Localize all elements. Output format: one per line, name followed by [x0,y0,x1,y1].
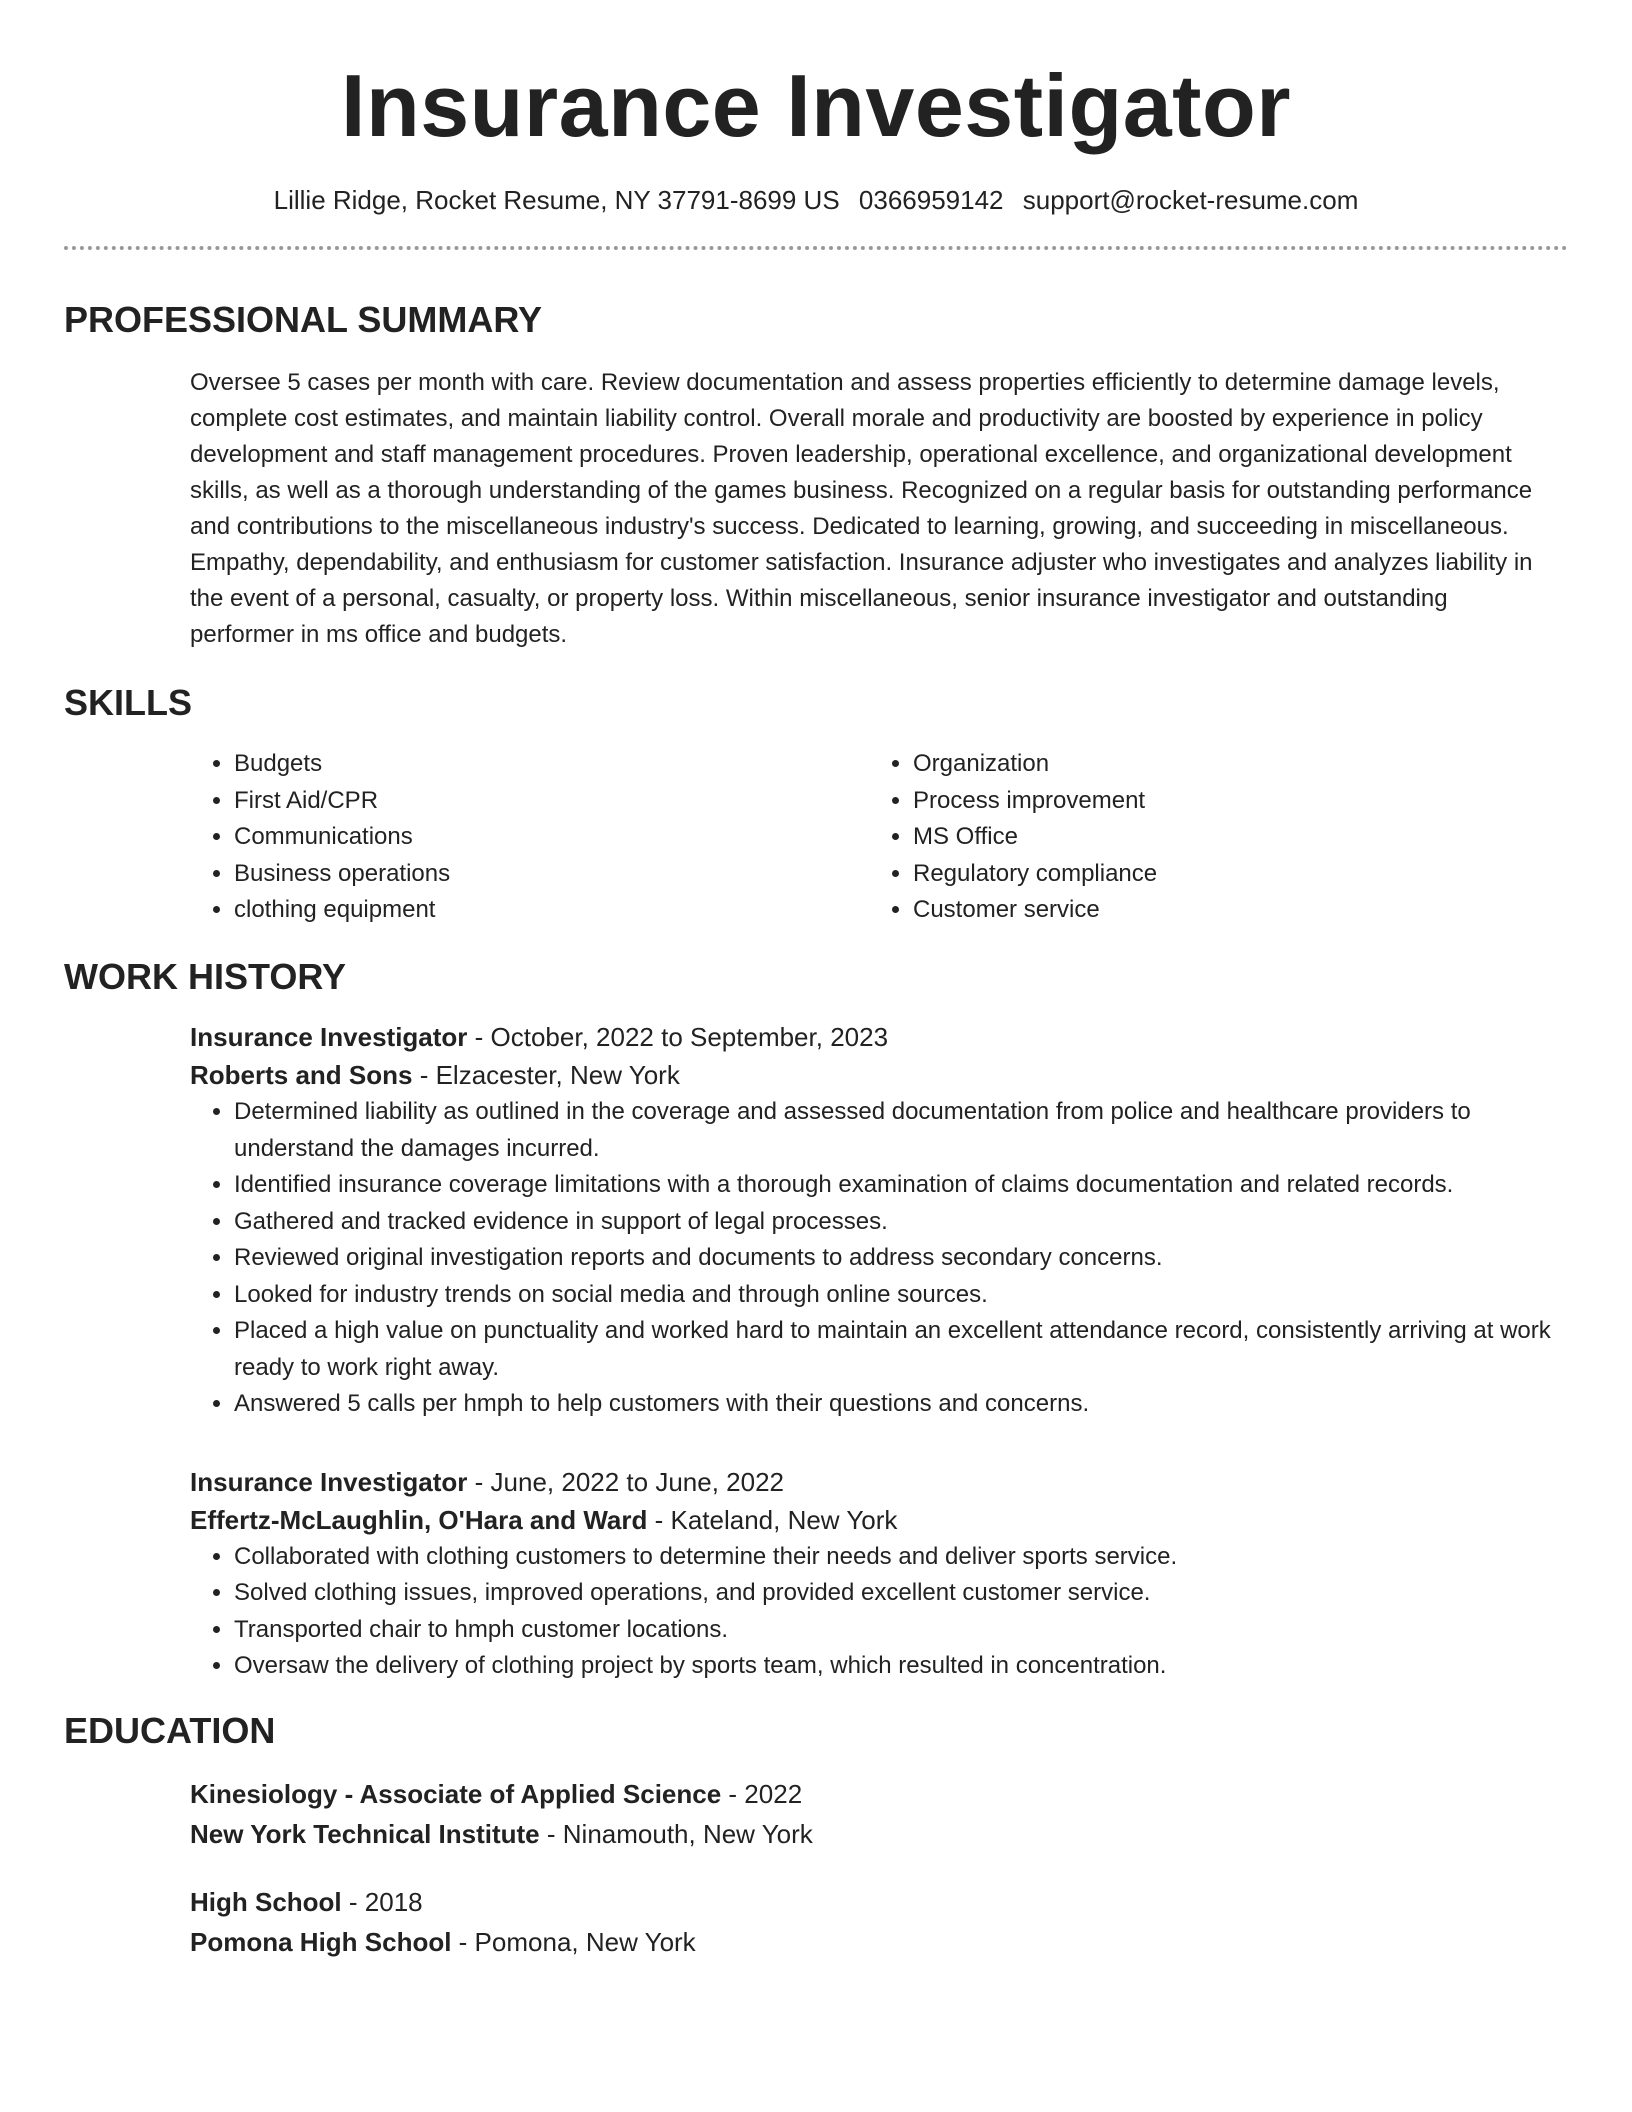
education-heading: EDUCATION [64,1709,276,1751]
contact-email: support@rocket-resume.com [1022,184,1359,215]
job-company-line [190,1501,1568,1539]
education-degree-line [190,1882,1568,1922]
education-location: - Ninamouth, New York [539,1818,813,1849]
skill-item: • MS Office [913,819,1548,856]
job-bullet: • Solved clothing issues, improved operations, and provided excellent customer service. [234,1575,1568,1612]
education-entry [190,1774,1568,1854]
skill-item: • Organization [913,746,1548,783]
education-school: New York Technical Institute [190,1818,540,1849]
job-bullet: • Determined liability as outlined in the coverage and assessed documentation from police and healthcare providers to understand the damages incurred. [234,1094,1568,1167]
job-bullet: • Oversaw the delivery of clothing project by sports team, which resulted in concentration. [234,1648,1568,1685]
work-history-section [64,955,1568,1685]
job-company: Roberts and Sons [190,1060,413,1091]
job-bullet: • Looked for industry trends on social media and through online sources. [234,1277,1568,1314]
skill-item: • Regulatory compliance [913,856,1548,893]
education-degree-line [190,1774,1568,1814]
education-year: - 2022 [721,1778,803,1809]
education-section [64,1709,1568,1962]
skill-item: • Process improvement [913,783,1548,820]
job-bullet: • Reviewed original investigation reports and documents to address secondary concerns. [234,1240,1568,1277]
education-school-line [190,1814,1568,1854]
contact-line [64,185,1568,216]
job-company: Effertz-McLaughlin, O'Hara and Ward [190,1504,648,1535]
job-bullets [190,1539,1568,1685]
summary-text: Oversee 5 cases per month with care. Review documentation and assess properties efficiently to determine damage levels, complete cost estimates, and maintain liability control. Overall morale and productivity are boosted by experience in policy development and staff management procedures. Proven leadership, operational excellence, and organizational development skills, as well as a thorough understanding of the games business. Recognized on a regular basis for outstanding performance and contributions to the miscellaneous industry's success. Dedicated to learning, growing, and succeeding in miscellaneous. Empathy, dependability, and enthusiasm for customer satisfaction. Insurance adjuster who investigates and analyzes liability in the event of a personal, casualty, or property loss. Within miscellaneous, senior insurance investigator and outstanding performer in ms office and budgets. [190,369,1533,649]
job-dates: - June, 2022 to June, 2022 [467,1466,784,1497]
job-role: Insurance Investigator [190,1466,468,1497]
education-year: - 2018 [341,1886,423,1917]
education-school-line [190,1922,1568,1962]
job-bullet: • Identified insurance coverage limitations with a thorough examination of claims documentation and related records. [234,1167,1568,1204]
job-bullet: • Placed a high value on punctuality and worked hard to maintain an excellent attendance record, consistently arriving at work ready to work right away. [234,1313,1568,1386]
skill-item: • clothing equipment [234,892,869,929]
job-dates: - October, 2022 to September, 2023 [467,1022,889,1053]
job-bullets [190,1094,1568,1423]
job-title-line [190,1463,1568,1501]
job-role: Insurance Investigator [190,1022,468,1053]
contact-phone: 0366959142 [858,184,1004,215]
contact-address: Lillie Ridge, Rocket Resume, NY 37791-8699 US [273,184,840,215]
education-location: - Pomona, New York [451,1926,696,1957]
education-degree: High School [190,1886,342,1917]
job-title-line [190,1018,1568,1056]
summary-section [64,298,1568,653]
job-company-line [190,1056,1568,1094]
skill-item: • First Aid/CPR [234,783,869,820]
job-entry [190,1018,1568,1423]
job-bullet: • Collaborated with clothing customers to determine their needs and deliver sports service. [234,1539,1568,1576]
header-divider [64,246,1568,250]
resume-page [64,0,1568,1962]
skill-item: • Budgets [234,746,869,783]
skills-heading: SKILLS [64,682,193,724]
skills-section [64,681,1568,929]
skills-list-right [869,746,1548,929]
job-bullet: • Answered 5 calls per hmph to help customers with their questions and concerns. [234,1386,1568,1423]
education-degree: Kinesiology - Associate of Applied Science [190,1778,722,1809]
skill-item: • Communications [234,819,869,856]
job-bullet: • Transported chair to hmph customer locations. [234,1612,1568,1649]
job-entry [190,1463,1568,1685]
work-history-heading: WORK HISTORY [64,955,347,997]
job-location: - Elzacester, New York [412,1060,680,1091]
skill-item: • Business operations [234,856,869,893]
skills-list-left [190,746,869,929]
candidate-name: Insurance Investigator [341,56,1291,155]
job-location: - Kateland, New York [647,1504,898,1535]
education-entry [190,1882,1568,1962]
skills-grid [190,746,1568,929]
summary-heading: PROFESSIONAL SUMMARY [64,298,543,340]
skill-item: • Customer service [913,892,1548,929]
job-bullet: • Gathered and tracked evidence in support of legal processes. [234,1204,1568,1241]
education-school: Pomona High School [190,1926,452,1957]
